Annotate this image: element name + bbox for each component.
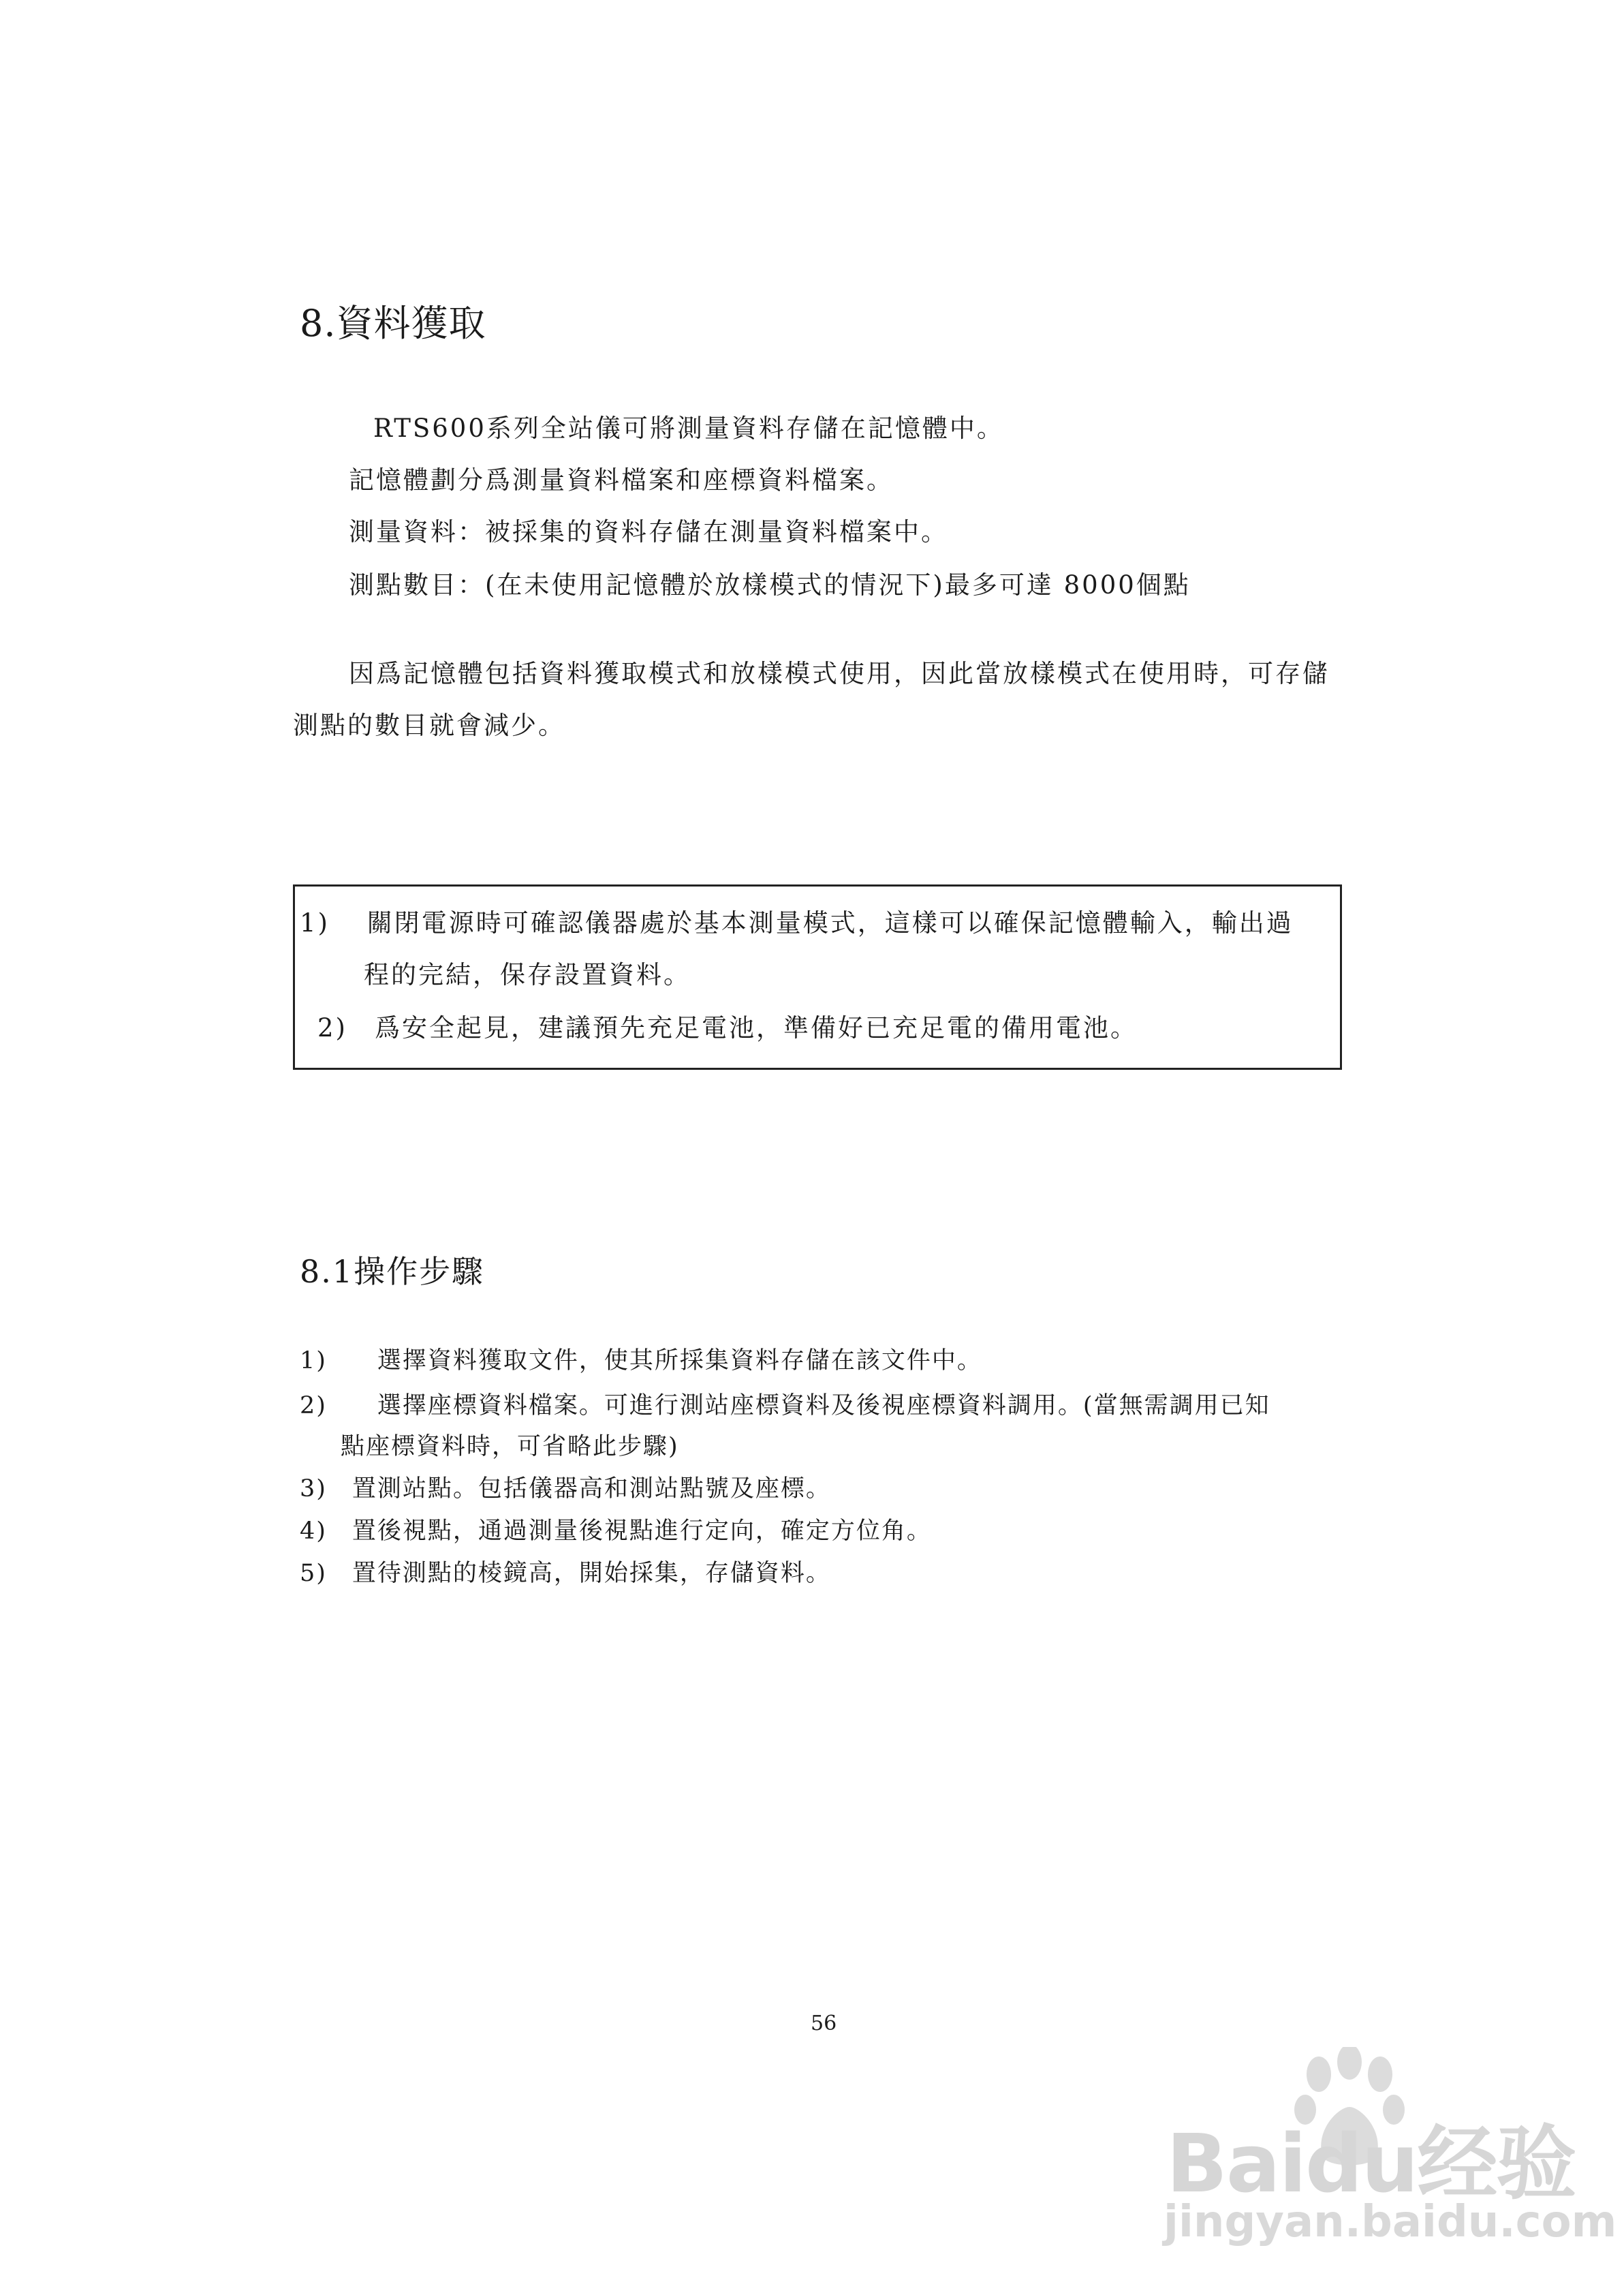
paragraph-line: 測點的數目就會減少。: [293, 711, 565, 740]
step-item: 2) 選擇座標資料檔案。可進行測站座標資料及後視座標資料調用。(當無需調用已知: [300, 1392, 1270, 1419]
paragraph: 記憶體劃分爲測量資料檔案和座標資料檔案。: [349, 465, 894, 495]
note-item-1: 1) 關閉電源時可確認儀器處於基本測量模式，這樣可以確保記憶體輸入，輸出過: [300, 908, 1294, 938]
step-item: 4) 置後視點，通過測量後視點進行定向，確定方位角。: [300, 1518, 932, 1545]
subsection-title: 8.1操作步驟: [300, 1253, 485, 1290]
note-item-2: 2) 爲安全起見，建議預先充足電池，準備好已充足電的備用電池。: [317, 1013, 1138, 1043]
step-item: 1) 選擇資料獲取文件，使其所採集資料存儲在該文件中。: [300, 1347, 982, 1374]
watermark-url: jingyan.baidu.com: [1164, 2197, 1617, 2247]
watermark-logo: Baidu经验: [1166, 2116, 1576, 2211]
step-item: 3) 置測站點。包括儀器高和測站點號及座標。: [300, 1475, 831, 1503]
paragraph: 測量資料：被採集的資料存儲在測量資料檔案中。: [349, 517, 948, 546]
section-title: 8.資料獲取: [300, 302, 486, 345]
page-number: 56: [811, 2012, 837, 2035]
note-item-1-continued: 程的完結，保存設置資料。: [364, 960, 691, 989]
paragraph: 測點數目：(在未使用記憶體於放樣模式的情況下)最多可達 8000個點: [349, 570, 1191, 600]
step-item: 5) 置待測點的棱鏡高，開始採集，存儲資料。: [300, 1560, 831, 1587]
paragraph-line: 因爲記憶體包括資料獲取模式和放樣模式使用，因此當放樣模式在使用時，可存儲: [349, 659, 1330, 688]
paragraph: RTS600系列全站儀可將測量資料存儲在記憶體中。: [373, 414, 1004, 443]
step-item-continued: 點座標資料時，可省略此步驟): [341, 1433, 679, 1460]
